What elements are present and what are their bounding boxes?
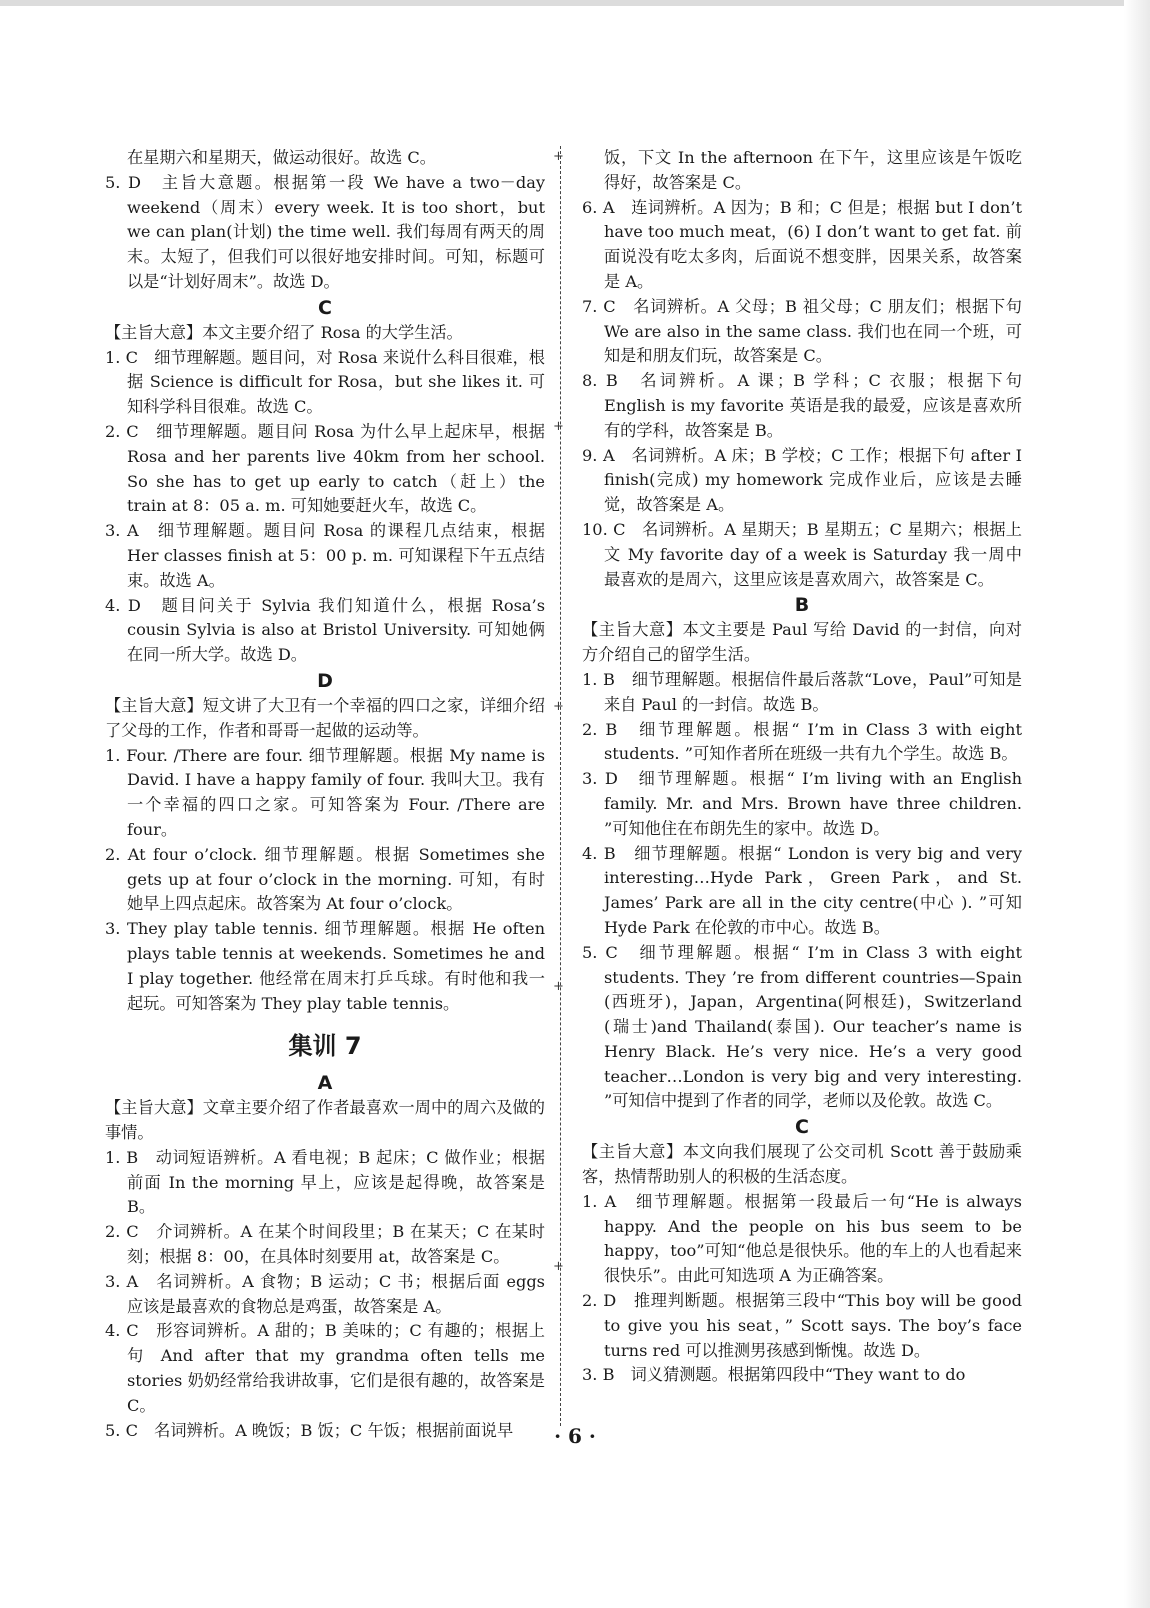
- answer-item: 3. D 细节理解题。根据“ I’m living with an English family. Mr. and Mrs. Brown have three children. ”可知他住在布朗先生的家中。故选 D。: [582, 769, 1022, 838]
- divider-cross-mark: +: [553, 1259, 564, 1274]
- divider-cross-mark: +: [553, 699, 564, 714]
- answer-item: 2. B 细节理解题。根据“ I’m in Class 3 with eight students. ”可知作者所在班级一共有九个学生。故选 B。: [582, 719, 1022, 764]
- answer-item: 4. D 题目问关于 Sylvia 我们知道什么，根据 Rosa’s cousin Sylvia is also at Bristol University. 可知她俩在同一所大学。故选 D。: [105, 595, 545, 665]
- answer-item: 1. C 细节理解题。题目问，对 Rosa 来说什么科目很难，根据 Science is difficult for Rosa，but she likes it. 可知科学科目很难。故选 C。: [105, 347, 545, 417]
- answer-item: 3. A 细节理解题。题目问 Rosa 的课程几点结束，根据 Her classes finish at 5：00 p. m. 可知课程下午五点结束。故选 A。: [105, 521, 545, 590]
- answer-item: 4. C 形容词辨析。A 甜的；B 美味的；C 有趣的；根据上句 And after that my grandma often tells me stories 奶奶经常给我讲故事，它们是很有趣的，故答案是 C。: [105, 1321, 545, 1415]
- section-heading-a: A: [317, 1072, 333, 1095]
- answer-item: 1. B 动词短语辨析。A 看电视；B 起床；C 做作业；根据前面 In the morning 早上，应该是起得晚，故答案是 B。: [105, 1147, 545, 1217]
- answer-item: 8. B 名词辨析。A 课；B 学科；C 衣服；根据下句 English is my favorite 英语是我的最爱，应该是喜欢所有的学科，故答案是 B。: [582, 371, 1022, 440]
- section-summary: 【主旨大意】文章主要介绍了作者最喜欢一周中的周六及做的事情。: [105, 1098, 545, 1143]
- answer-item: 3. A 名词辨析。A 食物；B 运动；C 书；根据后面 eggs 应该是最喜欢的食物总是鸡蛋，故答案是 A。: [105, 1271, 545, 1316]
- continuation-text: 在星期六和星期天，做运动很好。故选 C。: [127, 148, 436, 167]
- divider-cross-mark: +: [553, 419, 564, 434]
- column-divider: [560, 146, 561, 1426]
- page-right-edge: [1124, 0, 1150, 1608]
- answer-item: 7. C 名词辨析。A 父母；B 祖父母；C 朋友们；根据下句 We are also in the same class. 我们也在同一个班，可知是和朋友们玩，故答案是 C。: [582, 296, 1022, 366]
- section-summary: 【主旨大意】本文主要是 Paul 写给 David 的一封信，向对方介绍自己的留学生活。: [582, 620, 1022, 665]
- answer-item: 5. C 名词辨析。A 晚饭；B 饭；C 午饭；根据前面说早: [105, 1420, 514, 1440]
- answer-item: 6. A 连词辨析。A 因为；B 和；C 但是；根据 but I don’t have too much meat，(6) I don’t want to get fat. 前面说没有吃太多肉，后面说不想变胖，因果关系，故答案是 A。: [582, 197, 1022, 291]
- section-summary: 【主旨大意】本文主要介绍了 Rosa 的大学生活。: [105, 322, 463, 342]
- answer-item: 1. B 细节理解题。根据信件最后落款“Love，Paul”可知是来自 Paul 的一封信。故选 B。: [582, 669, 1022, 714]
- answer-item: 10. C 名词辨析。A 星期天；B 星期五；C 星期六；根据上文 My favorite day of a week is Saturday 我一周中最喜欢的是周六，这里应该是喜欢周六，故答案是 C。: [582, 519, 1022, 589]
- answer-item: 4. B 细节理解题。根据“ London is very big and very interesting…Hyde Park，Green Park，and St. James’ Park are all in the city centre(中心 ). ”可知 Hyde Park 在伦敦的市中心。故选 B。: [582, 843, 1022, 937]
- divider-cross-mark: +: [553, 149, 564, 164]
- section-summary: 【主旨大意】本文向我们展现了公交司机 Scott 善于鼓励乘客，热情帮助别人的积极的生活态度。: [582, 1142, 1022, 1187]
- page-number: · 6 ·: [554, 1424, 596, 1448]
- right-column: [582, 146, 1022, 1388]
- answer-item: 5. D 主旨大意题。根据第一段 We have a two－day weekend（周末）every week. It is too short，but we can plan(计划) the time well. 我们每周有两天的周末。太短了，但我们可以很好地安排时间。可知，标题可以是“计划好周末”。故选 D。: [105, 172, 545, 291]
- left-column: [105, 146, 545, 1443]
- answer-item: 1. A 细节理解题。根据第一段最后一句“He is always happy. And the people on his bus seem to be happy，too”可知“他总是很快乐。他的车上的人也看起来很快乐”。由此可知选项 A 为正确答案。: [582, 1191, 1022, 1286]
- divider-cross-mark: +: [553, 979, 564, 994]
- section-heading-d: D: [317, 669, 333, 692]
- answer-item: 9. A 名词辨析。A 床；B 学校；C 工作；根据下句 after I finish(完成) my homework 完成作业后，应该是去睡觉，故答案是 A。: [582, 445, 1022, 515]
- answer-item: 2. At four o’clock. 细节理解题。根据 Sometimes she gets up at four o’clock in the morning. 可知，有时她早上四点起床。故答案为 At four o’clock。: [105, 844, 545, 914]
- answer-item: 2. C 介词辨析。A 在某个时间段里；B 在某天；C 在某时刻；根据 8：00，在具体时刻要用 at，故答案是 C。: [105, 1222, 545, 1267]
- section-heading-b: B: [794, 594, 810, 617]
- section-heading-c: C: [795, 1116, 809, 1139]
- page-top-edge: [0, 0, 1150, 6]
- section-summary: 【主旨大意】短文讲了大卫有一个幸福的四口之家，详细介绍了父母的工作，作者和哥哥一起做的运动等。: [105, 695, 545, 740]
- answer-item: 2. C 细节理解题。题目问 Rosa 为什么早上起床早，根据 Rosa and her parents live 40km from her school. So she has to get up early to catch（赶上）the train at 8：05 a. m. 可知她要赶火车，故选 C。: [105, 421, 545, 516]
- answer-item: 3. They play table tennis. 细节理解题。根据 He often plays table tennis at weekends. Sometimes he and I play together. 他经常在周末打乒乓球。有时他和我一起玩。可知答案为 They play table tennis。: [105, 919, 545, 1013]
- continuation-text: 饭，下文 In the afternoon 在下午，这里应该是午饭吃得好，故答案是 C。: [604, 148, 1022, 192]
- section-heading-c: C: [318, 296, 332, 319]
- answer-item: 3. B 词义猜测题。根据第四段中“They want to do: [582, 1365, 966, 1385]
- answer-item: 5. C 细节理解题。根据“ I’m in Class 3 with eight students. They ’re from different countries—Spain (西班牙)，Japan，Argentina(阿根廷)，Switzerland (瑞士)and Thailand(泰国). Our teacher’s name is Henry Black. He’s very nice. He’s a very good teacher…London is very big and very interesting. ”可知信中提到了作者的同学，老师以及伦敦。故选 C。: [582, 942, 1022, 1111]
- unit-title: 集训 7: [288, 1032, 362, 1061]
- answer-item: 2. D 推理判断题。根据第三段中“This boy will be good to give you his seat，” Scott says. The boy’s face turns red 可以推测男孩感到惭愧。故选 D。: [582, 1291, 1022, 1360]
- answer-item: 1. Four. /There are four. 细节理解题。根据 My name is David. I have a happy family of four. 我叫大卫。我有一个幸福的四口之家。可知答案为 Four. /There are four。: [105, 745, 545, 839]
